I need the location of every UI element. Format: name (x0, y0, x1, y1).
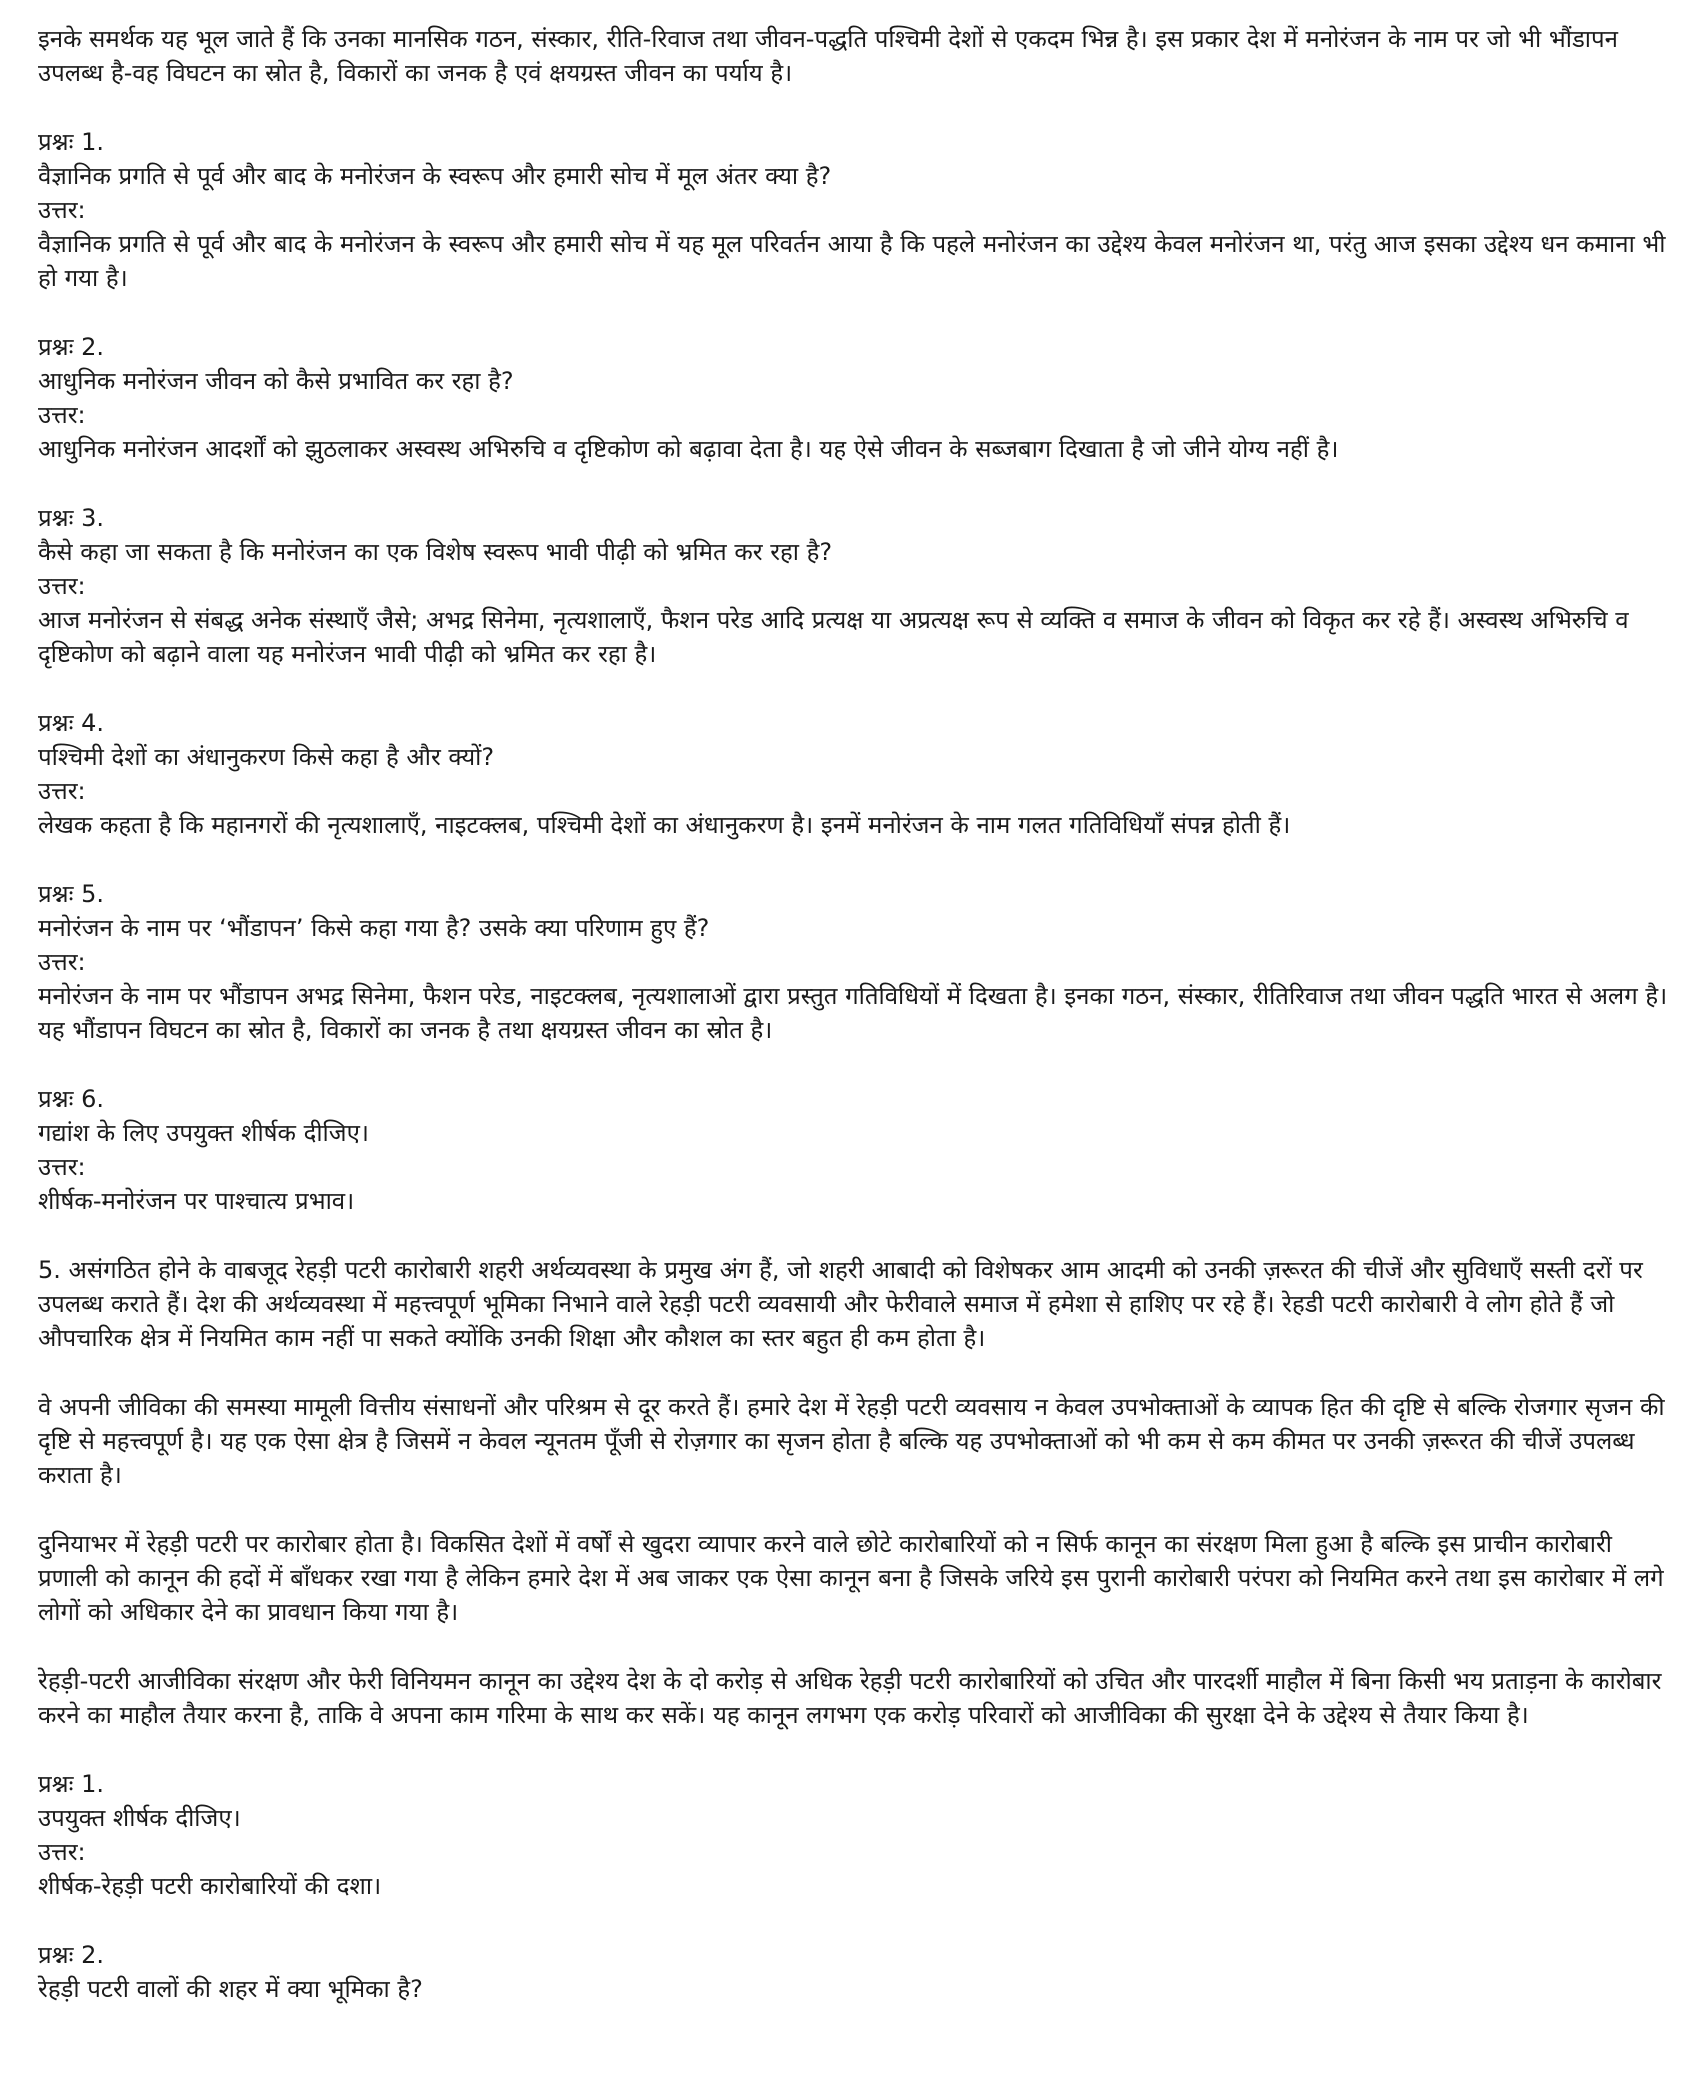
question-text: कैसे कहा जा सकता है कि मनोरंजन का एक विशेष स्वरूप भावी पीढ़ी को भ्रमित कर रहा है? (38, 538, 833, 566)
question-text: मनोरंजन के नाम पर ‘भौंडापन’ किसे कहा गया है? उसके क्या परिणाम हुए हैं? (38, 914, 710, 942)
question-number: प्रश्नः 3. (38, 504, 104, 532)
answer-label: उत्तर: (38, 401, 86, 429)
answer-text: मनोरंजन के नाम पर भौंडापन अभद्र सिनेमा, फैशन परेड, नाइटक्लब, नृत्यशालाओं द्वारा प्रस्तुत गतिविधियों में दिखता है। इनका गठन, संस्कार, रीतिरिवाज तथा जीवन पद्धति भारत से अलग है। यह भौंडापन विघटन का स्रोत है, विकारों का जनक है तथा क्षयग्रस्त जीवन का स्रोत है। (38, 982, 1668, 1044)
passage-paragraph-1: 5. असंगठित होने के वाबजूद रेहड़ी पटरी कारोबारी शहरी अर्थव्यवस्था के प्रमुख अंग हैं, जो शहरी आबादी को विशेषकर आम आदमी को उनकी ज़रूरत की चीजें और सुविधाएँ सस्ती दरों पर उपलब्ध कराते हैं। देश की अर्थव्यवस्था में महत्त्वपूर्ण भूमिका निभाने वाले रेहड़ी पटरी व्यवसायी और फेरीवाले समाज में हमेशा से हाशिए पर रहे हैं। रेहडी पटरी कारोबारी वे लोग होते हैं जो औपचारिक क्षेत्र में नियमित काम नहीं पा सकते क्योंकि उनकी शिक्षा और कौशल का स्तर बहुत ही कम होता है। (38, 1256, 1643, 1352)
answer-label: उत्तर: (38, 1838, 86, 1866)
qa-block-1-3 (38, 501, 1668, 671)
question-text: पश्चिमी देशों का अंधानुकरण किसे कहा है और क्यों? (38, 743, 495, 771)
question-number: प्रश्नः 2. (38, 1941, 104, 1969)
passage-paragraph-4: रेहड़ी-पटरी आजीविका संरक्षण और फेरी विनियमन कानून का उद्देश्य देश के दो करोड़ से अधिक रेहड़ी पटरी कारोबारियों को उचित और पारदर्शी माहौल में बिना किसी भय प्रताड़ना के कारोबार करने का माहौल तैयार करना है, ताकि वे अपना काम गरिमा के साथ कर सकें। यह कानून लगभग एक करोड़ परिवारों को आजीविका की सुरक्षा देने के उद्देश्य से तैयार किया है। (38, 1667, 1662, 1729)
answer-label: उत्तर: (38, 777, 86, 805)
question-text: रेहड़ी पटरी वालों की शहर में क्या भूमिका है? (38, 1975, 423, 2003)
intro-paragraph: इनके समर्थक यह भूल जाते हैं कि उनका मानसिक गठन, संस्कार, रीति-रिवाज तथा जीवन-पद्धति पश्चिमी देशों से एकदम भिन्न है। इस प्रकार देश में मनोरंजन के नाम पर जो भी भौंडापन उपलब्ध है-वह विघटन का स्रोत है, विकारों का जनक है एवं क्षयग्रस्त जीवन का पर्याय है। (38, 25, 1618, 87)
passage-paragraph-3: दुनियाभर में रेहड़ी पटरी पर कारोबार होता है। विकसित देशों में वर्षों से खुदरा व्यापार करने वाले छोटे कारोबारियों को न सिर्फ कानून का संरक्षण मिला हुआ है बल्कि इस प्राचीन कारोबारी प्रणाली को कानून की हदों में बाँधकर रखा गया है लेकिन हमारे देश में अब जाकर एक ऐसा कानून बना है जिसके जरिये इस पुरानी कारोबारी परंपरा को नियमित करने तथा इस कारोबार में लगे लोगों को अधिकार देने का प्रावधान किया गया है। (38, 1530, 1664, 1626)
question-number: प्रश्नः 4. (38, 709, 104, 737)
question-text: वैज्ञानिक प्रगति से पूर्व और बाद के मनोरंजन के स्वरूप और हमारी सोच में मूल अंतर क्या है? (38, 162, 832, 190)
question-text: गद्यांश के लिए उपयुक्त शीर्षक दीजिए। (38, 1119, 369, 1147)
qa-block-1-4 (38, 706, 1668, 842)
answer-text: शीर्षक-रेहड़ी पटरी कारोबारियों की दशा। (38, 1872, 382, 1900)
qa-block-1-1 (38, 125, 1668, 295)
passage-paragraph-2: वे अपनी जीविका की समस्या मामूली वित्तीय संसाधनों और परिश्रम से दूर करते हैं। हमारे देश में रेहड़ी पटरी व्यवसाय न केवल उपभोक्ताओं के व्यापक हित की दृष्टि से बल्कि रोजगार सृजन की दृष्टि से महत्त्वपूर्ण है। यह एक ऐसा क्षेत्र है जिसमें न केवल न्यूनतम पूँजी से रोज़गार का सृजन होता है बल्कि यह उपभोक्ताओं को भी कम से कम कीमत पर उनकी ज़रूरत की चीजें उपलब्ध कराता है। (38, 1393, 1665, 1489)
answer-label: उत्तर: (38, 948, 86, 976)
question-number: प्रश्नः 1. (38, 1770, 104, 1798)
answer-label: उत्तर: (38, 1153, 86, 1181)
qa-block-1-2 (38, 330, 1668, 466)
answer-text: शीर्षक-मनोरंजन पर पाश्चात्य प्रभाव। (38, 1187, 355, 1215)
answer-text: आज मनोरंजन से संबद्ध अनेक संस्थाएँ जैसे; अभद्र सिनेमा, नृत्यशालाएँ, फैशन परेड आदि प्रत्यक्ष या अप्रत्यक्ष रूप से व्यक्ति व समाज के जीवन को विकृत कर रहे हैं। अस्वस्थ अभिरुचि व दृष्टिकोण को बढ़ाने वाला यह मनोरंजन भावी पीढ़ी को भ्रमित कर रहा है। (38, 606, 1629, 668)
question-text: उपयुक्त शीर्षक दीजिए। (38, 1804, 241, 1832)
qa-block-1-5 (38, 877, 1668, 1047)
question-number: प्रश्नः 1. (38, 128, 104, 156)
question-number: प्रश्नः 2. (38, 333, 104, 361)
qa-block-2-1 (38, 1767, 1668, 1903)
answer-text: लेखक कहता है कि महानगरों की नृत्यशालाएँ, नाइटक्लब, पश्चिमी देशों का अंधानुकरण है। इनमें मनोरंजन के नाम गलत गतिविधियाँ संपन्न होती हैं। (38, 811, 1291, 839)
question-number: प्रश्नः 6. (38, 1085, 104, 1113)
document-body (38, 22, 1668, 2041)
question-number: प्रश्नः 5. (38, 880, 104, 908)
answer-label: उत्तर: (38, 572, 86, 600)
question-text: आधुनिक मनोरंजन जीवन को कैसे प्रभावित कर रहा है? (38, 367, 514, 395)
answer-label: उत्तर: (38, 196, 86, 224)
answer-text: आधुनिक मनोरंजन आदर्शों को झुठलाकर अस्वस्थ अभिरुचि व दृष्टिकोण को बढ़ावा देता है। यह ऐसे जीवन के सब्जबाग दिखाता है जो जीने योग्य नहीं है। (38, 435, 1339, 463)
answer-text: वैज्ञानिक प्रगति से पूर्व और बाद के मनोरंजन के स्वरूप और हमारी सोच में यह मूल परिवर्तन आया है कि पहले मनोरंजन का उद्देश्य केवल मनोरंजन था, परंतु आज इसका उद्देश्य धन कमाना भी हो गया है। (38, 230, 1666, 292)
qa-block-1-6 (38, 1082, 1668, 1218)
qa-block-2-2 (38, 1938, 1668, 2006)
